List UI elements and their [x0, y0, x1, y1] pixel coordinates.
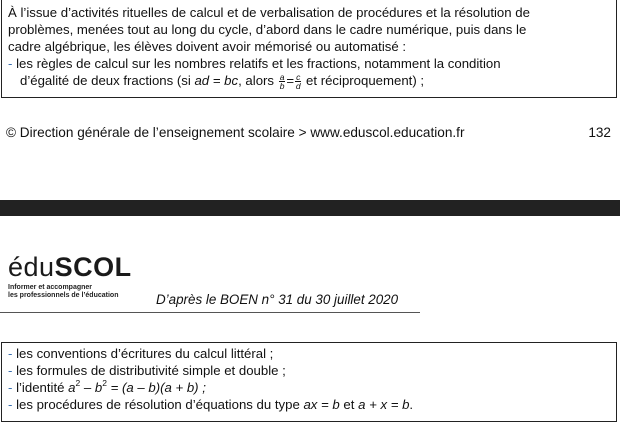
page-footer — [6, 125, 611, 140]
conjunction: et — [339, 397, 359, 412]
equation-a-x-b: a + x = b — [358, 397, 410, 412]
bullet-1-cont-mid: , alors — [238, 73, 278, 88]
paragraph-line-3: cadre algébrique, les élèves doivent avoir mémorisé ou automatisé : — [8, 39, 407, 54]
logo-tagline-2: les professionnels de l’éducation — [8, 292, 119, 299]
bullet-item-conventions — [8, 345, 616, 362]
source-reference: D’après le BOEN n° 31 du 30 juillet 2020 — [156, 292, 399, 307]
bullet-text: les formules de distributivité simple et double ; — [12, 363, 286, 378]
minus-sign: – — [80, 380, 95, 395]
bullet-item-1 — [8, 55, 616, 72]
bullet-text: l’identité — [12, 380, 69, 395]
logo-tagline — [8, 284, 132, 300]
page-number: 132 — [588, 125, 611, 140]
bullet-item-identity — [8, 379, 616, 396]
bullet-text: les procédures de résolution d’équations du type — [12, 397, 304, 412]
bullet-dash: - — [8, 397, 13, 412]
exponent: 2 — [75, 377, 81, 388]
bullet-1-cont-pre: d’égalité de deux fractions (si — [20, 73, 195, 88]
equation-ad-bc: ad = bc — [194, 73, 239, 88]
bullet-1-text: les règles de calcul sur les nombres relatifs et les fractions, notamment la condition — [12, 56, 501, 71]
equals-sign: = — [286, 73, 295, 88]
bullet-1-cont-post: et réciproquement) ; — [302, 73, 425, 88]
paragraph-line-1: À l’issue d’activités rituelles de calcul et de verbalisation de procédures et la résolution de — [8, 5, 530, 20]
bullet-item-1-continuation — [8, 72, 616, 90]
fraction-numerator: c — [296, 72, 301, 83]
var-a: a — [68, 380, 76, 395]
bullet-dash: - — [8, 380, 13, 395]
curriculum-box-top — [1, 0, 617, 98]
logo-word-bold: SCOL — [54, 252, 132, 282]
logo-word-light: édu — [8, 252, 55, 282]
page-separator-band — [0, 200, 620, 216]
fraction-a-over-b — [279, 73, 286, 90]
bullet-item-distributivity — [8, 362, 616, 379]
footer-copyright: © Direction générale de l’enseignement scolaire > www.eduscol.education.fr — [6, 125, 465, 140]
fraction-denominator: d — [295, 81, 301, 92]
fraction-numerator: a — [279, 72, 285, 83]
bullet-dash: - — [8, 56, 13, 71]
logo-wordmark — [8, 253, 132, 281]
header-rule — [0, 312, 420, 313]
paragraph-line-2: problèmes, menées tout au long du cycle, d’abord dans le cadre numérique, puis dans le — [8, 22, 527, 37]
period: . — [409, 397, 414, 412]
fraction-c-over-d — [295, 73, 301, 90]
bullet-dash: - — [8, 346, 13, 361]
equation-ax-b: ax = b — [303, 397, 340, 412]
bullet-text: les conventions d’écritures du calcul littéral ; — [12, 346, 274, 361]
exponent: 2 — [102, 377, 107, 388]
eduscol-logo — [8, 253, 132, 300]
logo-tagline-1: Informer et accompagner — [8, 284, 93, 291]
curriculum-box-bottom — [1, 342, 617, 422]
var-b: b — [94, 380, 103, 395]
identity-rest: = (a – b)(a + b) ; — [106, 380, 206, 395]
fraction-denominator: b — [279, 81, 285, 92]
bullet-dash: - — [8, 363, 13, 378]
bullet-item-equations — [8, 396, 616, 413]
